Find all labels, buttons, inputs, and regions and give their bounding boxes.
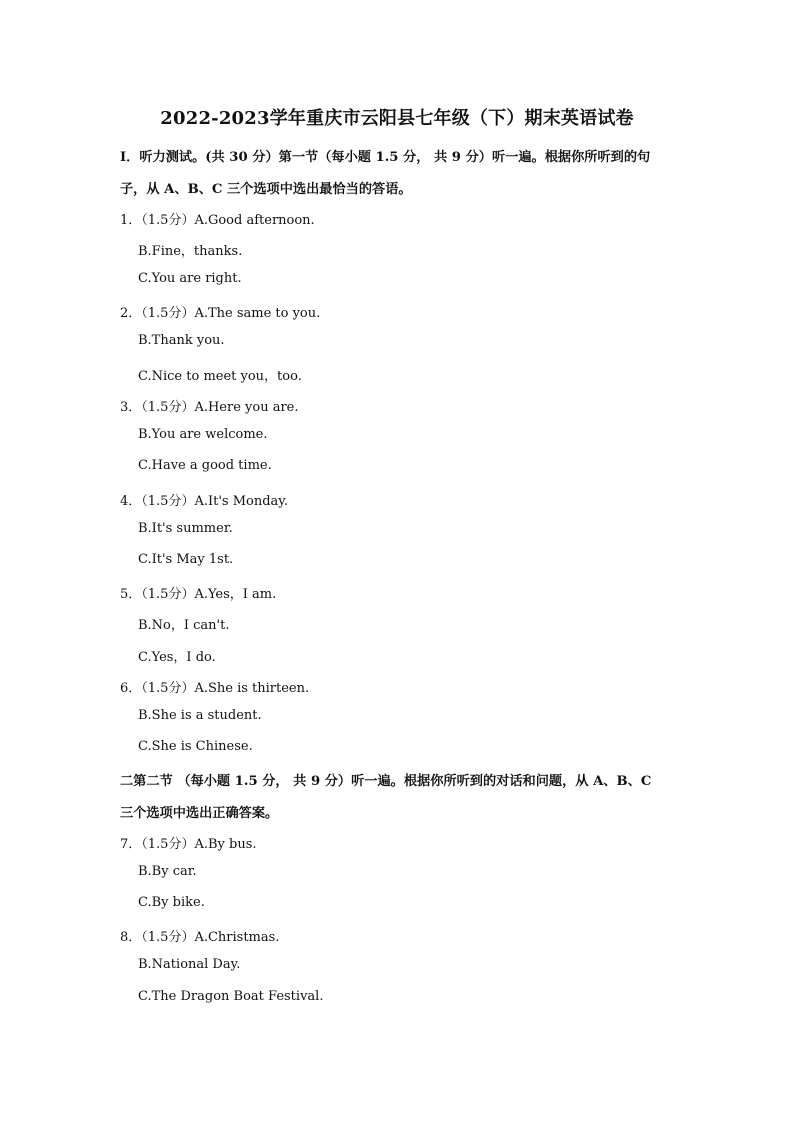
question-7-option-b: B.By car. bbox=[138, 864, 197, 879]
question-6-option-c: C.She is Chinese. bbox=[138, 739, 253, 754]
question-5-option-c: C.Yes，I do. bbox=[138, 650, 216, 665]
section2-instruction-line2: 三个选项中选出正确答案。 bbox=[120, 806, 279, 821]
question-1-option-b: B.Fine，thanks. bbox=[138, 244, 243, 259]
question-2-stem: 2．（1.5分）A.The same to you. bbox=[120, 306, 321, 321]
question-8-option-c: C.The Dragon Boat Festival. bbox=[138, 989, 324, 1004]
question-8-option-b: B.National Day. bbox=[138, 957, 241, 972]
section1-instruction-line1: Ⅰ．听力测试。(共 30 分）第一节（每小题 1.5 分， 共 9 分）听一遍。根据你所听到的句 bbox=[120, 150, 651, 165]
section2-instruction-line1: 二第二节 （每小题 1.5 分， 共 9 分）听一遍。根据你所听到的对话和问题，从 A、B、C bbox=[120, 774, 652, 789]
question-3-stem: 3．（1.5分）A.Here you are. bbox=[120, 400, 299, 415]
question-1-option-c: C.You are right. bbox=[138, 271, 242, 286]
question-4-option-c: C.It's May 1st. bbox=[138, 552, 234, 567]
question-7-stem: 7．（1.5分）A.By bus. bbox=[120, 837, 257, 852]
section1-instruction-line2: 子，从 A、B、C 三个选项中选出最恰当的答语。 bbox=[120, 182, 412, 197]
exam-title: 2022-2023学年重庆市云阳县七年级（下）期末英语试卷 bbox=[160, 108, 634, 129]
question-8-stem: 8．（1.5分）A.Christmas. bbox=[120, 930, 280, 945]
question-2-option-b: B.Thank you. bbox=[138, 333, 225, 348]
question-5-stem: 5．（1.5分）A.Yes，I am. bbox=[120, 587, 277, 602]
question-2-option-c: C.Nice to meet you，too. bbox=[138, 369, 302, 384]
question-7-option-c: C.By bike. bbox=[138, 895, 205, 910]
question-6-stem: 6．（1.5分）A.She is thirteen. bbox=[120, 681, 310, 696]
question-3-option-b: B.You are welcome. bbox=[138, 427, 268, 442]
question-6-option-b: B.She is a student. bbox=[138, 708, 262, 723]
question-1-stem: 1．（1.5分）A.Good afternoon. bbox=[120, 213, 315, 228]
question-3-option-c: C.Have a good time. bbox=[138, 458, 272, 473]
question-4-stem: 4．（1.5分）A.It's Monday. bbox=[120, 494, 289, 509]
question-5-option-b: B.No，I can't. bbox=[138, 618, 230, 633]
question-4-option-b: B.It's summer. bbox=[138, 521, 233, 536]
